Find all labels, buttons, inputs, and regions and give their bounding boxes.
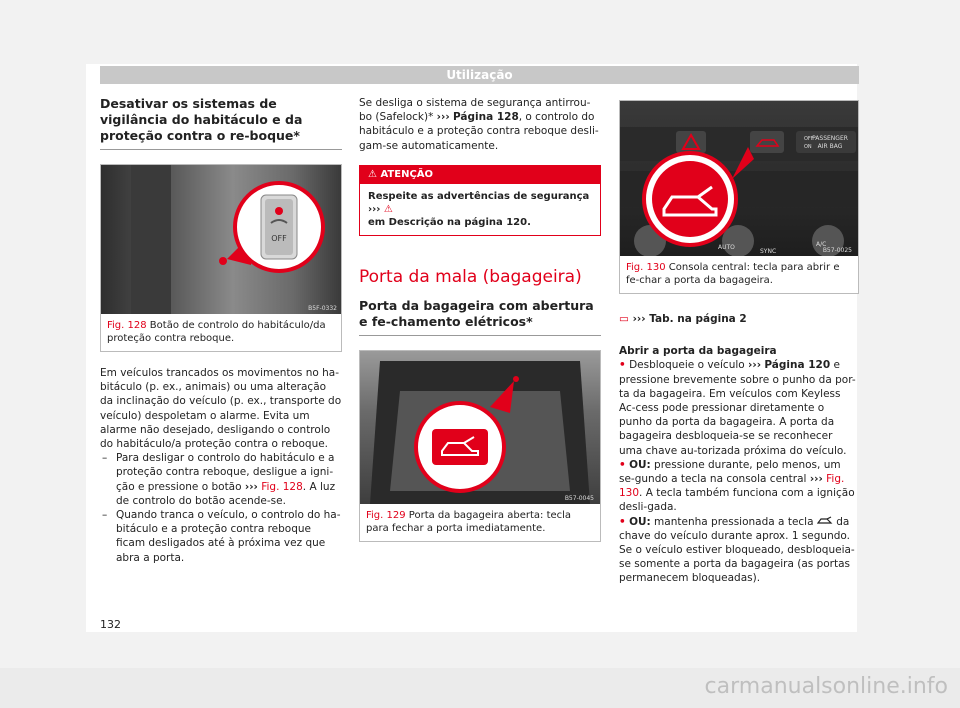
warning-text: Respeite as advertências de segurança [368, 190, 590, 202]
warning-small-triangle-icon: ⚠ [383, 203, 393, 215]
page-128-link[interactable]: Página 128 [453, 111, 519, 124]
off-button-label: OFF [271, 234, 287, 243]
control-light-icon [275, 207, 283, 215]
or-label: OU: [629, 515, 651, 528]
sync-label: SYNC [760, 248, 777, 255]
subheading-electric-tailgate: Porta da bagageira com abertura e fe-chamento elétricos* [359, 298, 601, 336]
figure-code: B57-0045 [564, 494, 594, 502]
figure-number: Fig. 128 [107, 320, 147, 331]
figure-130 [619, 100, 859, 294]
figure-code: B57-0025 [822, 247, 852, 254]
ref-arrows: ››› [244, 480, 258, 493]
column-3 [619, 100, 859, 586]
page-header: Utilização [100, 66, 859, 84]
figure-129 [359, 350, 601, 542]
warning-triangle-icon: ⚠ [368, 168, 377, 180]
bullet-dot: • [619, 458, 626, 471]
tailgate-button [750, 131, 784, 153]
off-label: OFF [804, 136, 814, 142]
paragraph-intro: Em veículos trancados os movimentos no ha-bitáculo (p. ex., animais) ou uma alteração da inclinação do veículo (p. ex., transporte do veículo) despoletam o alarme. Evita um alarme não desejado, desligando o controlo do habitáculo/a proteção contra o reboque. [100, 367, 342, 451]
ref-arrows: ››› [436, 111, 450, 124]
car-tailgate-key-icon [817, 516, 833, 525]
figure-130-caption [620, 256, 858, 293]
step-1-text-end: . A luz de controlo do botão acende-se. [116, 480, 336, 507]
figure-128-caption [101, 314, 341, 351]
figure-code: B5F-0332 [308, 305, 337, 312]
tab-page-2-link[interactable]: Tab. na página 2 [649, 313, 747, 325]
ac-label: A/C [816, 241, 827, 248]
close-button [432, 429, 488, 465]
on-label: ON [804, 144, 812, 150]
step-2: – Quando tranca o veículo, o controlo do ha-bitáculo e a proteção contra reboque ficam desligados até à próxima vez que abra a porta. [100, 508, 342, 565]
table-reference [619, 312, 859, 326]
bullet-2-text: pressione durante, pelo menos, um se-gundo a tecla na consola central [619, 458, 841, 486]
ref-arrows: ››› [809, 473, 823, 486]
or-label: OU: [629, 458, 651, 471]
warning-body [360, 184, 600, 235]
watermark: carmanualsonline.info [704, 674, 948, 699]
column-2 [359, 96, 601, 542]
ref-arrows: ››› [632, 313, 646, 325]
safelock-text: Se desliga o sistema de segurança antirrou-bo (Safelock)* [359, 97, 591, 124]
bullet-1-text-end: e pressione brevemente sobre o punho da por-ta da bagageira. Em veículos com Keyless Ac-cess pode pressionar diretamente o punho da porta da bagageira. A porta da bagageira desbloqueia-se se reconhecer uma chave au-torizada próxima do veículo. [619, 359, 856, 457]
column-1 [100, 96, 342, 565]
section-heading-alarm: Desativar os sistemas de vigilância do habitáculo e da proteção contra o re-boque* [100, 96, 342, 150]
section-title: Porta da mala (bagageira) [359, 266, 582, 287]
warning-text-end: em Descrição na página 120. [368, 216, 531, 228]
bullet-3-text-end: da chave do veículo durante aprox. 1 segundo. Se o veículo estiver bloqueado, desbloqueia-se somente a porta da bagageira (as portas permanecem bloqueadas). [619, 515, 855, 585]
page-120-link[interactable]: Página 120 [764, 359, 831, 372]
button-location-dot [219, 257, 227, 265]
bullet-1 [619, 358, 859, 457]
step-1-text: Para desligar o controlo do habitáculo e a proteção contra reboque, desligue a igni-ção e pressione o botão [116, 452, 335, 493]
bullet-3-text: mantenha pressionada a tecla [650, 515, 817, 528]
tab-book-icon: ▭ [619, 313, 629, 325]
bullet-2 [619, 458, 859, 515]
auto-label: AUTO [718, 244, 735, 251]
paragraph-safelock [359, 96, 601, 153]
figure-130-illustration [620, 101, 858, 256]
figure-129-image [360, 351, 600, 504]
caption-text: Consola central: tecla para abrir e fe-char a porta da bagageira. [626, 262, 840, 286]
warning-box [359, 165, 601, 236]
caption-text: Porta da bagageira aberta: tecla para fechar a porta imediatamente. [366, 509, 572, 534]
fig-130-link[interactable]: Fig. 130 [619, 473, 845, 500]
figure-129-caption [360, 504, 600, 541]
fig-128-link[interactable]: Fig. 128 [261, 480, 303, 493]
ref-arrows: ››› [368, 203, 381, 215]
passenger-label: PASSENGER [812, 135, 848, 142]
figure-128-illustration [101, 165, 341, 314]
bullet-1-text: Desbloqueie o veículo [629, 359, 749, 372]
ref-arrows: ››› [748, 359, 762, 372]
figure-128-image [101, 165, 341, 314]
pillar-shape [131, 165, 171, 314]
bullet-dot: • [619, 359, 626, 372]
button-location-dot [513, 376, 519, 382]
warning-title: ATENÇÃO [380, 168, 434, 180]
figure-number: Fig. 130 [626, 262, 666, 273]
bullet-dot: • [619, 515, 626, 528]
page-number: 132 [100, 618, 121, 631]
bullet-2-text-end: . A tecla também funciona com a ignição desli-gada. [619, 487, 855, 514]
step-1 [100, 451, 342, 508]
warning-header [360, 166, 600, 184]
safelock-text-end: , o controlo do habitáculo e a proteção contra reboque desli-gam-se automaticamente. [359, 111, 599, 152]
open-tailgate-title: Abrir a porta da bagageira [619, 345, 777, 358]
figure-130-image [620, 101, 858, 256]
figure-128 [100, 164, 342, 352]
tailgate-big-button [652, 161, 728, 237]
figure-number: Fig. 129 [366, 509, 406, 521]
figure-129-illustration [360, 351, 600, 504]
caption-text: Botão de controlo do habitáculo/da proteção contra reboque. [107, 320, 326, 344]
bullet-3 [619, 515, 859, 586]
airbag-label: AIR BAG [817, 143, 843, 150]
